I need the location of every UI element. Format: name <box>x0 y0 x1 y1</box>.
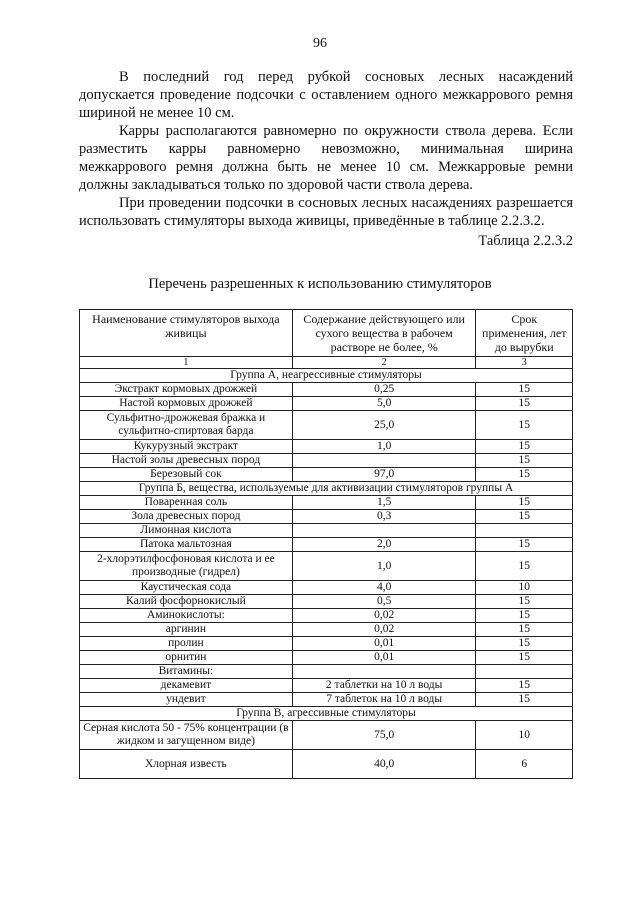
stimulators-table <box>79 309 573 779</box>
page-number: 96 <box>313 36 327 51</box>
table-row <box>80 651 573 665</box>
stimulator-term <box>476 524 573 538</box>
stimulator-name: Хлорная известь <box>80 750 293 779</box>
header-name: Наименование стимуляторов выхода живицы <box>80 310 293 357</box>
stimulator-term: 15 <box>476 510 573 524</box>
stimulator-name: Лимонная кислота <box>80 524 293 538</box>
table-row <box>80 468 573 482</box>
table-row <box>80 496 573 510</box>
stimulator-term: 15 <box>476 609 573 623</box>
table-row <box>80 524 573 538</box>
stimulator-content: 4,0 <box>292 581 476 595</box>
stimulator-term: 15 <box>476 679 573 693</box>
stimulator-name: декамевит <box>80 679 293 693</box>
stimulator-content: 5,0 <box>292 397 476 411</box>
table-title: Перечень разрешенных к использованию стимуляторов <box>148 276 492 292</box>
stimulator-term: 15 <box>476 496 573 510</box>
stimulator-content: 0,25 <box>292 383 476 397</box>
stimulator-term: 10 <box>476 721 573 750</box>
table-row <box>80 609 573 623</box>
stimulator-content <box>292 524 476 538</box>
table-row <box>80 440 573 454</box>
table-row <box>80 721 573 750</box>
stimulator-term: 15 <box>476 454 573 468</box>
table-row <box>80 595 573 609</box>
stimulator-content: 25,0 <box>292 411 476 440</box>
stimulator-name: Кукурузный экстракт <box>80 440 293 454</box>
stimulator-term: 15 <box>476 637 573 651</box>
stimulator-name: Каустическая сода <box>80 581 293 595</box>
stimulator-content: 1,0 <box>292 552 476 581</box>
column-number: 1 <box>80 357 293 369</box>
table-row <box>80 383 573 397</box>
stimulator-content: 0,02 <box>292 609 476 623</box>
table-row <box>80 581 573 595</box>
stimulator-name: Экстракт кормовых дрожжей <box>80 383 293 397</box>
stimulator-name: 2-хлорэтилфосфоновая кислота и ее производные (гидрел) <box>80 552 293 581</box>
stimulator-term: 15 <box>476 538 573 552</box>
stimulator-term: 15 <box>476 383 573 397</box>
group-b-title: Группа Б, вещества, используемые для активизации стимуляторов группы А <box>80 482 573 496</box>
table-row <box>80 397 573 411</box>
stimulator-term: 15 <box>476 623 573 637</box>
table-row <box>80 552 573 581</box>
stimulator-term: 15 <box>476 595 573 609</box>
group-a-title: Группа А, неагрессивные стимуляторы <box>80 369 573 383</box>
stimulator-content: 2 таблетки на 10 л воды <box>292 679 476 693</box>
paragraph: В последний год перед рубкой сосновых лесных насаждений допускается проведение подсочки с оставлением одного межкаррового ремня шириной не менее 10 см. <box>79 69 573 121</box>
stimulator-term: 10 <box>476 581 573 595</box>
stimulator-content: 0,01 <box>292 637 476 651</box>
table-row <box>80 623 573 637</box>
stimulator-content: 0,01 <box>292 651 476 665</box>
stimulator-name: Витамины: <box>80 665 293 679</box>
group-row <box>80 369 573 383</box>
stimulator-content: 0,3 <box>292 510 476 524</box>
stimulator-name: Березовый сок <box>80 468 293 482</box>
stimulator-name: ундевит <box>80 693 293 707</box>
stimulator-name: Зола древесных пород <box>80 510 293 524</box>
stimulator-content: 0,02 <box>292 623 476 637</box>
column-number-row <box>80 357 573 369</box>
stimulator-name: Настой кормовых дрожжей <box>80 397 293 411</box>
stimulator-content <box>292 665 476 679</box>
table-row <box>80 637 573 651</box>
stimulator-term: 15 <box>476 693 573 707</box>
table-row <box>80 411 573 440</box>
stimulator-term: 15 <box>476 552 573 581</box>
column-number: 2 <box>292 357 476 369</box>
stimulator-term: 15 <box>476 411 573 440</box>
stimulator-name: Калий фосфорнокислый <box>80 595 293 609</box>
table-row <box>80 454 573 468</box>
table-row <box>80 665 573 679</box>
stimulator-term: 15 <box>476 397 573 411</box>
stimulator-content <box>292 454 476 468</box>
table-row <box>80 750 573 779</box>
stimulator-content: 0,5 <box>292 595 476 609</box>
stimulator-content: 75,0 <box>292 721 476 750</box>
stimulator-name: Серная кислота 50 - 75% концентрации (в жидком и загущенном виде) <box>80 721 293 750</box>
stimulator-content: 97,0 <box>292 468 476 482</box>
paragraph: Карры располагаются равномерно по окружности ствола дерева. Если разместить карры равномерно невозможно, минимальная ширина межкаррового ремня должна быть не менее 10 см. Межкарровые ремни должны закладываться только по здоровой части ствола дерева. <box>79 123 573 193</box>
stimulator-content: 1,5 <box>292 496 476 510</box>
header-term: Срок применения, лет до вырубки <box>476 310 573 357</box>
stimulator-name: аргинин <box>80 623 293 637</box>
group-row <box>80 707 573 721</box>
header-content: Содержание действующего или сухого вещества в рабочем растворе не более, % <box>292 310 476 357</box>
stimulator-content: 2,0 <box>292 538 476 552</box>
stimulator-term <box>476 665 573 679</box>
table-label: Таблица 2.2.3.2 <box>478 233 573 249</box>
stimulator-content: 40,0 <box>292 750 476 779</box>
stimulator-name: Патока мальтозная <box>80 538 293 552</box>
stimulator-term: 6 <box>476 750 573 779</box>
table-row <box>80 538 573 552</box>
group-row <box>80 482 573 496</box>
stimulator-name: пролин <box>80 637 293 651</box>
stimulator-name: орнитин <box>80 651 293 665</box>
table-row <box>80 510 573 524</box>
stimulator-name: Поваренная соль <box>80 496 293 510</box>
table-header-row <box>80 310 573 357</box>
table-row <box>80 693 573 707</box>
stimulator-term: 15 <box>476 468 573 482</box>
stimulator-content: 1,0 <box>292 440 476 454</box>
paragraph: При проведении подсочки в сосновых лесных насаждениях разрешается использовать стимуляторы выхода живицы, приведённые в таблице 2.2.3.2. <box>79 195 573 229</box>
stimulator-term: 15 <box>476 651 573 665</box>
stimulator-content: 7 таблеток на 10 л воды <box>292 693 476 707</box>
body-text <box>79 68 573 250</box>
stimulator-name: Сульфитно-дрожжевая бражка и сульфитно-спиртовая барда <box>80 411 293 440</box>
stimulator-term: 15 <box>476 440 573 454</box>
column-number: 3 <box>476 357 573 369</box>
group-c-title: Группа В, агрессивные стимуляторы <box>80 707 573 721</box>
table-row <box>80 679 573 693</box>
stimulator-name: Настой золы древесных пород <box>80 454 293 468</box>
stimulator-name: Аминокислоты: <box>80 609 293 623</box>
